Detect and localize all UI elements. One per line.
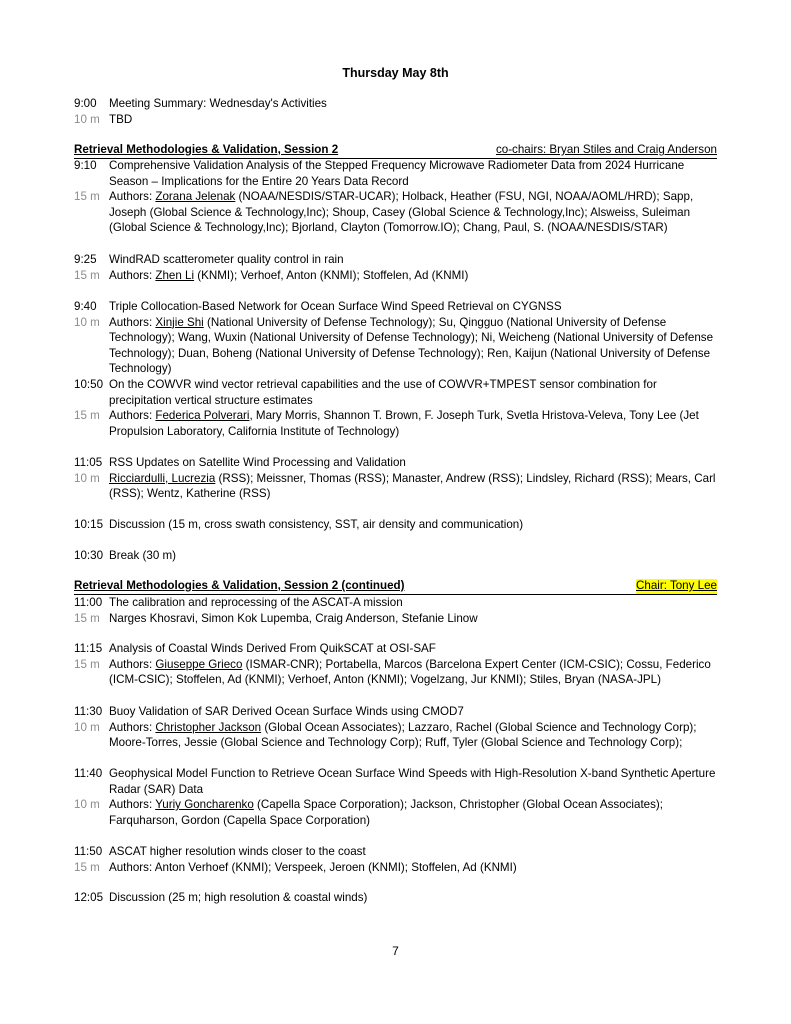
authors-prefix: Authors: (109, 409, 156, 423)
talk-duration: 15 m (74, 268, 100, 282)
talk-time: 11:30 (74, 705, 103, 718)
presenter-name: Zorana Jelenak (155, 190, 236, 204)
discussion-time: 10:15 (74, 518, 104, 531)
talk-duration: 10 m (74, 471, 100, 485)
session-2-chair: Chair: Tony Lee (636, 579, 717, 592)
talk-duration: 15 m (74, 657, 100, 671)
session-1-chairs: co-chairs: Bryan Stiles and Craig Anderson (495, 143, 717, 156)
session-1-header (74, 143, 717, 159)
summary-duration: 10 m (74, 112, 100, 126)
presenter-name: Giuseppe Grieco (155, 657, 243, 671)
authors-rest: (ISMAR-CNR); Portabella, Marcos (Barcelona Expert Center (ICM-CSIC); Cossu, Federico (ICM-CSIC); Stoffelen, Ad (KNMI); Verhoef, Anton (KNMI); Vogelzang, Jur KNMI); Stiles, Bryan (NASA-JPL) (109, 657, 711, 687)
authors-prefix: Authors: (109, 720, 156, 734)
talk-duration: 15 m (74, 190, 100, 204)
break-text: Break (30 m) (109, 549, 177, 562)
break-time: 10:30 (74, 549, 104, 562)
summary-time: 9:00 (74, 97, 97, 110)
talk-authors (109, 408, 719, 439)
authors-rest: (RSS); Meissner, Thomas (RSS); Manaster, Andrew (RSS); Lindsley, Richard (RSS); Mears, Carl (RSS); Wentz, Katherine (RSS) (109, 471, 716, 501)
presenter-name: Federica Polverari (155, 409, 250, 423)
authors-prefix: Authors: (109, 268, 156, 282)
talk-title: Triple Collocation-Based Network for Ocean Surface Wind Speed Retrieval on CYGNSS (109, 300, 562, 313)
authors-prefix: Authors: (109, 315, 156, 329)
talk-authors (109, 720, 719, 751)
discussion-text: Discussion (15 m, cross swath consistency, SST, air density and communication) (109, 518, 524, 531)
talk-title: WindRAD scatterometer quality control in rain (109, 253, 344, 266)
talk-title: On the COWVR wind vector retrieval capabilities and the use of COWVR+TMPEST sensor combination for precipitation vertical structure estimates (109, 378, 657, 407)
presenter-name: Yuriy Goncharenko (155, 798, 254, 812)
talk-item (74, 844, 719, 875)
talk-item (74, 455, 719, 502)
talk-title: RSS Updates on Satellite Wind Processing and Validation (109, 456, 406, 469)
talk-authors (109, 315, 719, 377)
authors-rest: Authors: Anton Verhoef (KNMI); Verspeek, Jeroen (KNMI); Stoffelen, Ad (KNMI) (109, 860, 517, 874)
authors-prefix: Authors: (109, 657, 156, 671)
discussion-item (74, 517, 719, 533)
presenter-name: Xinjie Shi (155, 315, 204, 329)
presenter-name: Zhen Li (155, 268, 195, 282)
talk-item (74, 252, 719, 283)
talk-title: Analysis of Coastal Winds Derived From QuikSCAT at OSI-SAF (109, 642, 436, 655)
authors-prefix: Authors: (109, 798, 156, 812)
talk-authors (109, 657, 719, 688)
talk-duration: 10 m (74, 315, 100, 329)
talk-title: Comprehensive Validation Analysis of the Stepped Frequency Microwave Radiometer Data from 2024 Hurricane Season – Implications for the Entire 20 Years Data Record (109, 159, 685, 188)
authors-prefix: Authors: (109, 190, 156, 204)
day-title: Thursday May 8th (342, 66, 449, 80)
page-number: 7 (392, 944, 399, 958)
session-2-header (74, 579, 717, 595)
talk-authors (109, 189, 719, 236)
talk-item (74, 641, 719, 688)
authors-rest: Narges Khosravi, Simon Kok Lupemba, Craig Anderson, Stefanie Linow (109, 611, 478, 625)
talk-time: 9:25 (74, 253, 97, 266)
discussion-time: 12:05 (74, 891, 104, 904)
talk-duration: 15 m (74, 860, 100, 874)
authors-rest: (National University of Defense Technology); Su, Qingguo (National University of Defense Technology); Wang, Wuxin (National University of Defense Technology); Ni, Weicheng (National University of Defense Technology); Duan, Boheng (National University of Defense Technology); Ren, Kaijun (National University of Defense Technology) (109, 315, 714, 376)
summary-title: Meeting Summary: Wednesday's Activities (109, 97, 327, 110)
presenter-name: Christopher Jackson (155, 720, 262, 734)
talk-time: 11:50 (74, 845, 103, 858)
talk-authors (109, 611, 719, 627)
session-1-title: Retrieval Methodologies & Validation, Session 2 (74, 143, 339, 156)
talk-time: 10:50 (74, 378, 104, 391)
session-2-title: Retrieval Methodologies & Validation, Session 2 (continued) (74, 579, 405, 592)
talk-item (74, 299, 719, 377)
talk-time: 9:10 (74, 159, 97, 172)
talk-item (74, 377, 719, 439)
talk-item (74, 595, 719, 626)
talk-time: 11:00 (74, 596, 103, 609)
talk-title: Buoy Validation of SAR Derived Ocean Surface Winds using CMOD7 (109, 705, 464, 718)
discussion-item (74, 890, 719, 906)
summary-detail: TBD (109, 112, 133, 126)
authors-rest: , Mary Morris, Shannon T. Brown, F. Joseph Turk, Svetla Hristova-Veleva, Tony Lee (Jet Propulsion Laboratory, California Institute of Technology) (109, 409, 699, 438)
talk-time: 11:05 (74, 456, 103, 469)
talk-title: The calibration and reprocessing of the ASCAT-A mission (109, 596, 403, 609)
summary-item (74, 96, 719, 127)
talk-item (74, 766, 719, 828)
talk-title: ASCAT higher resolution winds closer to the coast (109, 845, 366, 858)
talk-duration: 10 m (74, 798, 100, 812)
talk-duration: 15 m (74, 611, 100, 625)
authors-rest: (Global Ocean Associates); Lazzaro, Rachel (Global Science and Technology Corp); Moore-Torres, Jessie (Global Science and Technology Corp); Ruff, Tyler (Global Science and Technology Corp); (109, 720, 697, 750)
break-item (74, 548, 719, 564)
talk-time: 11:15 (74, 642, 103, 655)
authors-rest: (NOAA/NESDIS/STAR-UCAR); Holback, Heather (FSU, NGI, NOAA/AOML/HRD); Sapp, Joseph (Global Science & Technology,Inc); Shoup, Casey (Global Science & Technology,Inc); Alsweiss, Suleiman (Global Science & Technology,Inc); Bjorland, Clayton (Tomorrow.IO); Chang, Paul, S. (NOAA/NESDIS/STAR) (109, 190, 694, 235)
authors-rest: (KNMI); Verhoef, Anton (KNMI); Stoffelen, Ad (KNMI) (194, 268, 469, 282)
talk-authors (109, 471, 719, 502)
authors-rest: (Capella Space Corporation); Jackson, Christopher (Global Ocean Associates); Farquharson, Gordon (Capella Space Corporation) (109, 798, 664, 827)
discussion-text: Discussion (25 m; high resolution & coastal winds) (109, 891, 368, 904)
presenter-name: Ricciardulli, Lucrezia (109, 471, 216, 485)
talk-duration: 15 m (74, 409, 100, 423)
talk-authors (109, 860, 719, 876)
talk-item (74, 158, 719, 236)
talk-item (74, 704, 719, 751)
talk-duration: 10 m (74, 720, 100, 734)
talk-authors (109, 268, 719, 284)
talk-time: 11:40 (74, 767, 103, 780)
talk-title: Geophysical Model Function to Retrieve Ocean Surface Wind Speeds with High-Resolution X-band Synthetic Aperture Radar (SAR) Data (109, 767, 716, 796)
talk-time: 9:40 (74, 300, 97, 313)
talk-authors (109, 797, 719, 828)
